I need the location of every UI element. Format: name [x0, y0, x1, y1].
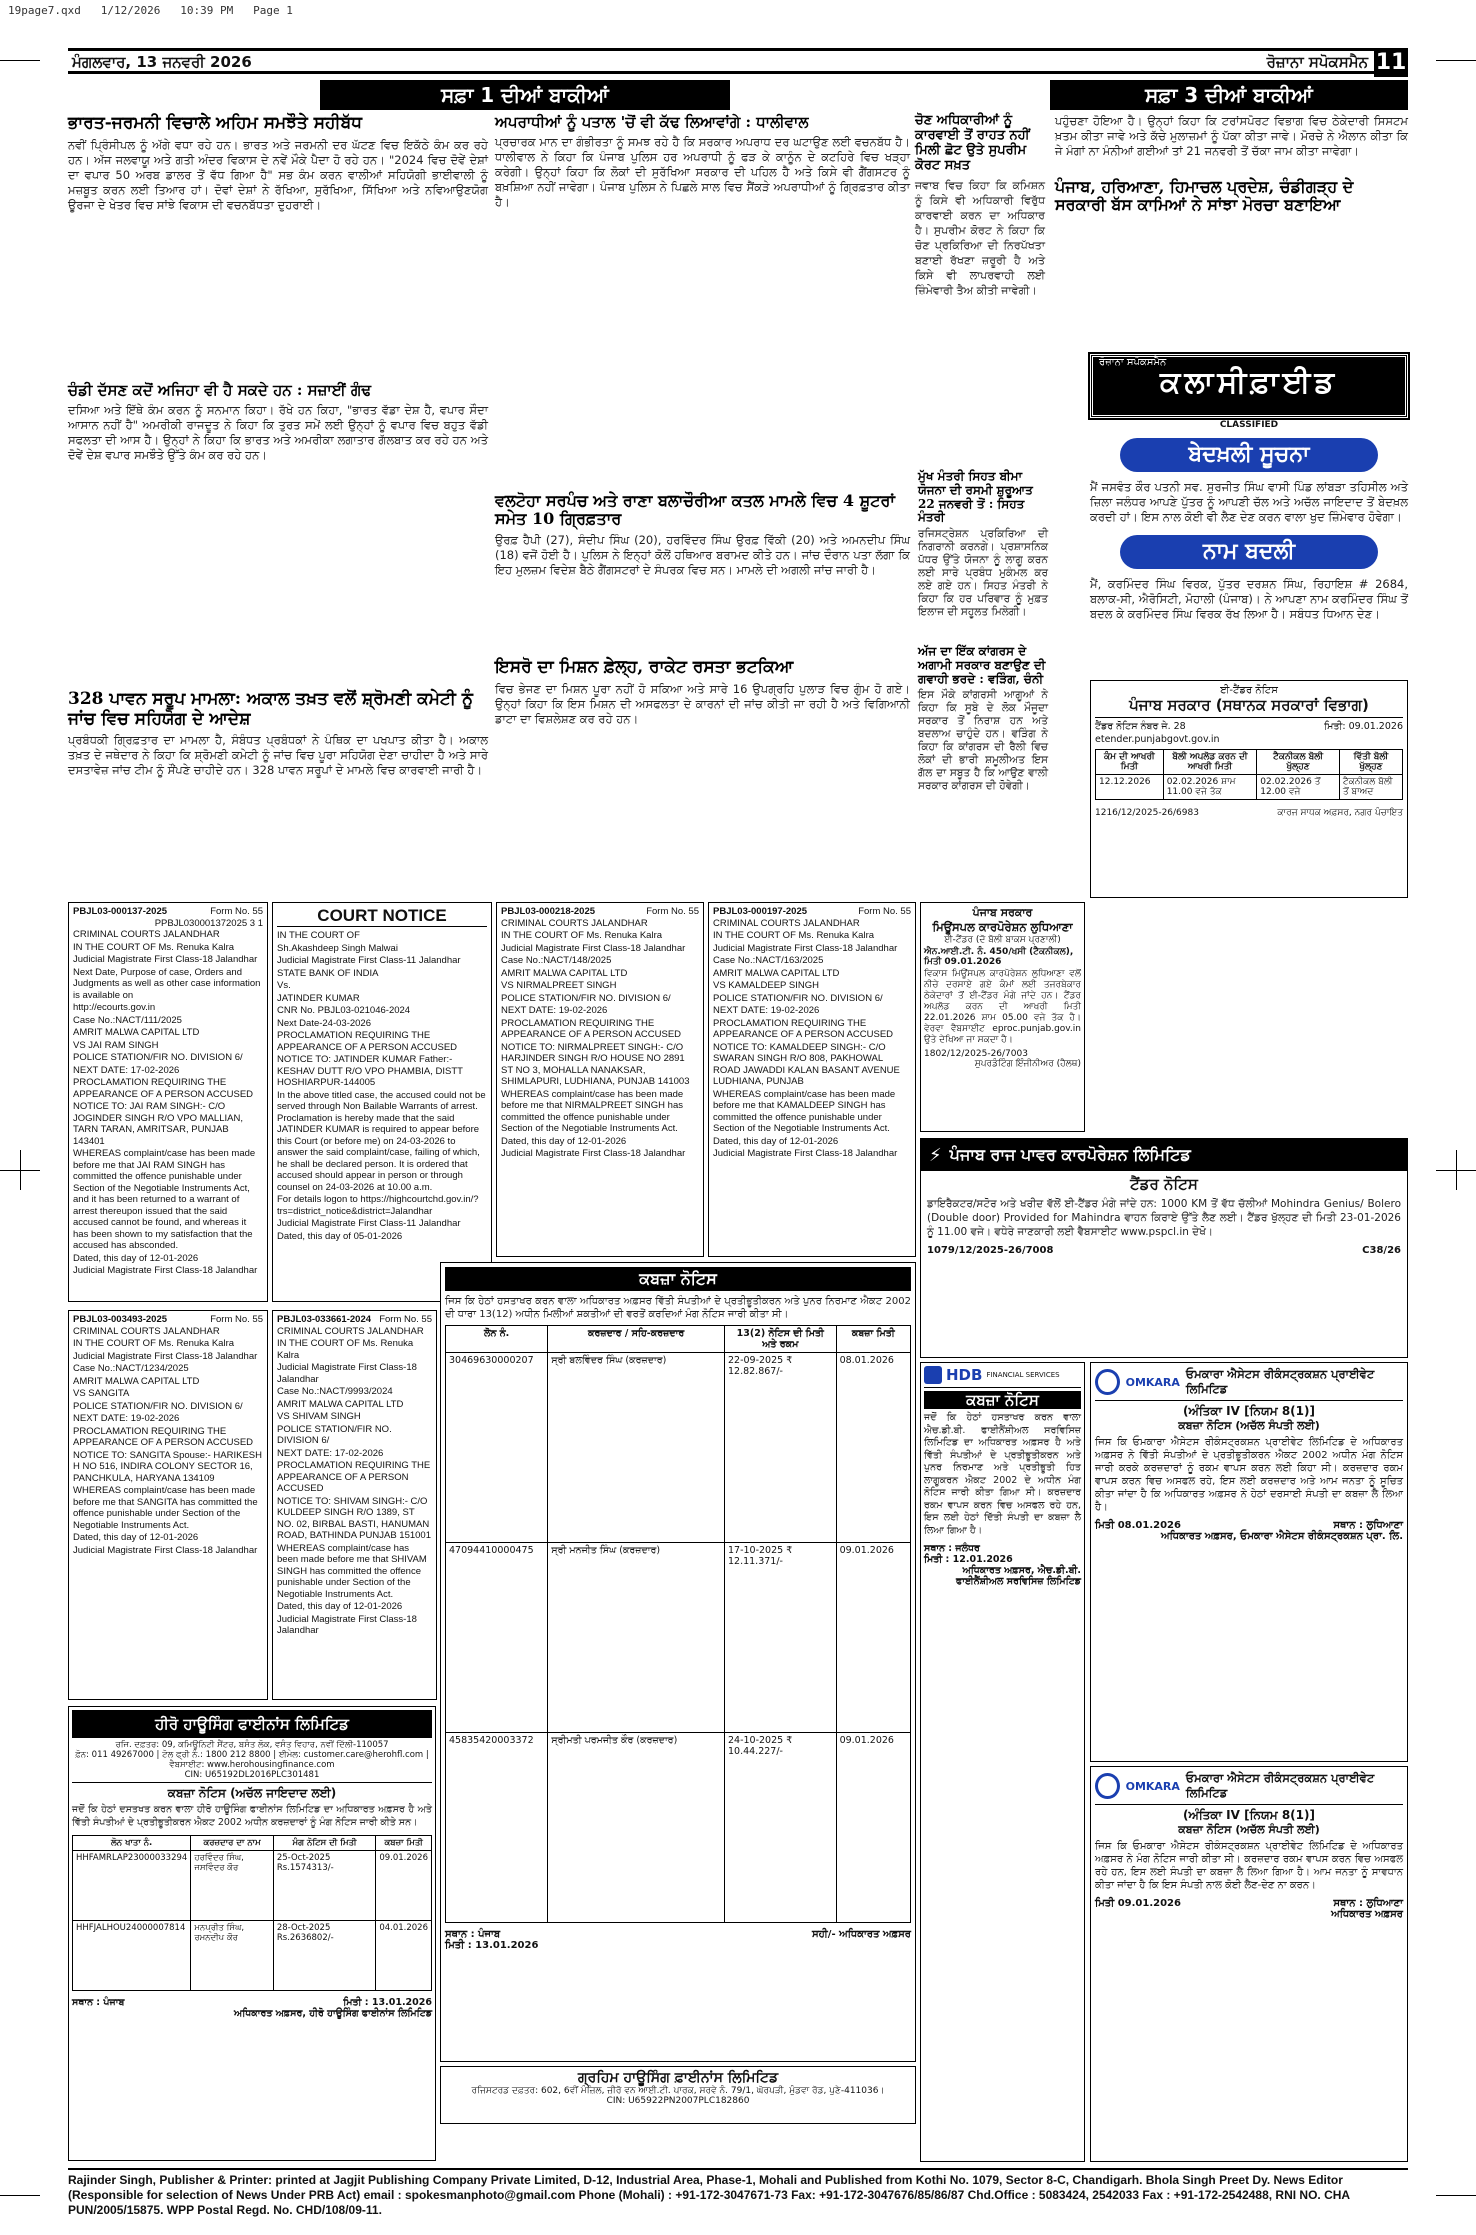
tender-head: ਪੰਜਾਬ ਸਰਕਾਰ: [972, 906, 1033, 919]
article-body: ਪਹੁੰਚਣਾ ਹੋਇਆ ਹੈ। ਉਨ੍ਹਾਂ ਕਿਹਾ ਕਿ ਟਰਾਂਸਪੋਰਟ ਵਿਭਾਗ ਵਿਚ ਠੇਕੇਦਾਰੀ ਸਿਸਟਮ ਖ਼ਤਮ ਕੀਤਾ ਜਾਵੇ ਅਤੇ ਕੱਚੇ ਮੁਲਾਜ਼ਮਾਂ ਨੂੰ ਪੱਕਾ ਕੀਤਾ ਜਾਵੇ। ਮੋਰਚੇ ਨੇ ਐਲਾਨ ਕੀਤਾ ਕਿ ਜੇ ਮੰਗਾਂ ਨਾ ਮੰਨੀਆਂ ਗਈਆਂ ਤਾਂ 21 ਜਨਵਰੀ ਤੋਂ ਚੱਕਾ ਜਾਮ ਕੀਤਾ ਜਾਵੇਗਾ।: [1055, 114, 1408, 158]
court-notice-line: WHEREAS complaint/case has been made before me that KAMALDEEP SINGH has committed the offence punishable under Section of the Negotiable Instruments Act.: [713, 1088, 896, 1134]
court-lines: [713, 918, 911, 1160]
court-notice-line: PROCLAMATION REQUIRING THE APPEARANCE OF A PERSON ACCUSED: [713, 1017, 894, 1040]
hdb-possession-notice: [920, 1362, 1085, 2162]
tender-site: etender.punjabgovt.gov.in: [1095, 734, 1220, 745]
section-head-right: ਸਫ਼ਾ 3 ਦੀਆਂ ਬਾਕੀਆਂ: [1050, 80, 1408, 110]
court-notice-line: Next Date, Purpose of case, Orders and Judgments as well as other case information is available on: [73, 966, 261, 1001]
tender-title: ਪੰਜਾਬ ਸਰਕਾਰ (ਸਥਾਨਕ ਸਰਕਾਰਾਂ ਵਿਭਾਗ): [1095, 696, 1403, 718]
page-number: 11: [1375, 50, 1407, 75]
article-body: ਇਸ ਮੌਕੇ ਕਾਂਗਰਸੀ ਆਗੂਆਂ ਨੇ ਕਿਹਾ ਕਿ ਸੂਬੇ ਦੇ ਲੋਕ ਮੌਜੂਦਾ ਸਰਕਾਰ ਤੋਂ ਨਿਰਾਸ਼ ਹਨ ਅਤੇ ਬਦਲਾਅ ਚਾਹੁੰਦੇ ਹਨ। ਵੜਿੰਗ ਨੇ ਕਿਹਾ ਕਿ ਕਾਂਗਰਸ ਦੀ ਰੈਲੀ ਵਿਚ ਲੋਕਾਂ ਦੀ ਭਾਰੀ ਸ਼ਮੂਲੀਅਤ ਇਸ ਗੱਲ ਦਾ ਸਬੂਤ ਹੈ ਕਿ ਆਉਣ ਵਾਲੀ ਸਰਕਾਰ ਕਾਂਗਰਸ ਦੀ ਹੋਵੇਗੀ।: [918, 689, 1048, 793]
omkara-brand: OMKARA: [1125, 1375, 1180, 1389]
hero-sign: ਅਧਿਕਾਰਤ ਅਫ਼ਸਰ, ਹੀਰੋ ਹਾਊਸਿੰਗ ਫਾਈਨਾਂਸ ਲਿਮਿਟਿਡ: [234, 2008, 432, 2019]
court-notice-line: POLICE STATION/FIR NO. DIVISION 6/: [73, 1052, 243, 1063]
court-form: Form No. 55: [379, 1314, 432, 1325]
court-notice-line: CRIMINAL COURTS JALANDHAR: [73, 1325, 220, 1337]
court-notice-jatinder-kumar: [272, 902, 492, 1302]
omkara-date: ਮਿਤੀ 09.01.2026: [1095, 1898, 1181, 1909]
crop-mark: [20, 1150, 21, 1190]
court-notice-line: NOTICE TO: KAMALDEEP SINGH:- C/O SWARAN SINGH R/O 808, PAKHOWAL ROAD JAWADDI KALAN BASANT AVENUE LUDHIANA, PUNJAB: [713, 1041, 900, 1087]
table-cell: HHFJALHOU24000007814: [73, 1921, 191, 1991]
omkara-sub: ਕਬਜ਼ਾ ਨੋਟਿਸ (ਅਚੱਲ ਸੰਪਤੀ ਲਈ): [1178, 1823, 1320, 1836]
court-notice-line: CRIMINAL COURTS JALANDHAR: [73, 929, 220, 940]
omkara-sign: ਅਧਿਕਾਰਤ ਅਫ਼ਸਰ, ਓਮਕਾਰਾ ਐਸੇਟਸ ਰੀਕੰਸਟ੍ਰਕਸ਼ਨ ਪ੍ਰਾ. ਲਿ.: [1160, 1531, 1403, 1542]
court-notice-shivam-singh: [272, 1310, 437, 1700]
court-notice-line: Dated, this day of 05-01-2026: [277, 1230, 403, 1242]
table-cell: 09.01.2026: [376, 1851, 432, 1921]
possession-sign: ਸਹੀ/- ਅਧਿਕਾਰਤ ਅਫ਼ਸਰ: [812, 1929, 911, 1940]
headline: ਪੰਜਾਬ, ਹਰਿਆਣਾ, ਹਿਮਾਚਲ ਪ੍ਰਦੇਸ਼, ਚੰਡੀਗੜ੍ਹ ਦੇ ਸਰਕਾਰੀ ਬੱਸ ਕਾਮਿਆਂ ਨੇ ਸਾਂਝਾ ਮੋਰਚਾ ਬਣਾਇਆ: [1055, 177, 1354, 215]
omkara-possession-notice-2: [1090, 1766, 1408, 2162]
table-row: [73, 1851, 432, 1921]
court-notice-line: Case No.:NACT/111/2025: [73, 1014, 182, 1026]
omkara-logo-icon: [1095, 1369, 1120, 1395]
court-notice-line: VS SANGITA: [73, 1388, 130, 1399]
slug-file: 19page7.qxd: [8, 4, 81, 17]
court-notice-line: Judicial Magistrate First Class-18 Jalandhar: [73, 954, 258, 965]
court-lines: [501, 918, 699, 1160]
court-notice-line: POLICE STATION/FIR NO. DIVISION 6/: [501, 992, 671, 1004]
court-notice-line: JATINDER KUMAR: [277, 992, 360, 1004]
court-notice-line: Judicial Magistrate First Class-11 Jalandhar: [277, 955, 461, 966]
hdb-place: ਸਥਾਨ : ਜਲੰਧਰ: [924, 1543, 980, 1554]
court-notice-line: CRIMINAL COURTS JALANDHAR: [713, 917, 860, 929]
tender-notice: ਐਨ.ਆਈ.ਟੀ. ਨੰ. 450/ਖਸੀ (ਟੈਕਨੀਕਲ), ਮਿਤੀ 09.01.2026: [924, 947, 1074, 967]
omkara-sub: ਕਬਜ਼ਾ ਨੋਟਿਸ (ਅਚੱਲ ਸੰਪਤੀ ਲਈ): [1178, 1419, 1320, 1432]
court-notice-line: PROCLAMATION REQUIRING THE APPEARANCE OF A PERSON ACCUSED: [277, 1460, 431, 1494]
court-notice-line: Judicial Magistrate First Class-18 Jalandhar: [713, 942, 898, 954]
issue-date: ਮੰਗਲਵਾਰ, 13 ਜਨਵਰੀ 2026: [72, 53, 252, 71]
court-notice-sangita: [68, 1310, 268, 1700]
table-cell: 28-Oct-2025 Rs.2636802/-: [273, 1921, 375, 1991]
table-cell: ਹਰਵਿੰਦਰ ਸਿੰਘ, ਜਸਵਿੰਦਰ ਕੌਰ: [191, 1851, 274, 1921]
hero-notice: ਕਬਜ਼ਾ ਨੋਟਿਸ (ਅਚੱਲ ਜਾਇਦਾਦ ਲਈ): [167, 1786, 337, 1800]
omkara-footer: [1095, 1520, 1403, 1531]
court-notice-line: NOTICE TO: SHIVAM SINGH:- C/O KULDEEP SINGH R/O 1389, ST NO. 02, BIRBAL BASTI, HANUMAN ROAD, BATHINDA PUNJAB 151001: [277, 1495, 431, 1541]
court-notice-line: NEXT DATE: 19-02-2026: [501, 1005, 608, 1016]
hero-cin: CIN: U65192DL2016PLC301481: [72, 1770, 432, 1783]
crop-mark: [0, 2195, 40, 2196]
omkara-header: [1095, 1771, 1403, 1805]
court-code-row: [73, 1314, 263, 1326]
tender-number: ਟੈਂਡਰ ਨੋਟਿਸ ਨੰਬਰ ਜੇ. 28: [1095, 721, 1186, 732]
table-cell: 08.01.2026: [836, 1353, 910, 1543]
court-notice-line: In the above titled case, the accused could not be served through Non Bailable Warrants of arrest. Proclamation is hereby made that the said JATINDER KUMAR is required to appear before this Court (or before me) on 24-03-2026 to answer the said complaint/case, failing of which, he shall be declared person. It is ordered that accused should appear in person or through counsel on 24-03-2026 at 10.00 a.m.: [277, 1089, 486, 1193]
omkara-place: ਸਥਾਨ : ਲੁਧਿਆਣਾ: [1333, 1898, 1403, 1909]
table-header-row: [73, 1836, 432, 1851]
table-cell: 22-09-2025 ₹ 12.82.867/-: [724, 1353, 836, 1543]
classified-title: ਕਲਾਸੀਫ਼ਾਈਡ: [1160, 365, 1338, 400]
table-cell: 02.02.2026 ਤੋਂ 12.00 ਵਜੇ: [1257, 775, 1340, 800]
table-header: ਕੰਮ ਦੀ ਆਖਰੀ ਮਿਤੀ: [1096, 750, 1164, 775]
court-notice-line: Dated, this day of 12-01-2026: [73, 1252, 199, 1264]
headline: ਭਾਰਤ-ਜਰਮਨੀ ਵਿਚਾਲੇ ਅਹਿਮ ਸਮਝੌਤੇ ਸਹੀਬੱਧ: [68, 113, 362, 133]
classified-box: [1090, 354, 1408, 674]
court-code: PBJL03-003493-2025: [73, 1314, 168, 1325]
court-code-row: [277, 1314, 432, 1326]
court-notice-line: WHEREAS complaint/case has been made before me that SHIVAM SINGH has committed the offence punishable under Section of the Negotiable Instruments Act.: [277, 1542, 427, 1600]
hdb-date: ਮਿਤੀ : 12.01.2026: [924, 1554, 1013, 1565]
pspcl-sub: ਟੈਂਡਰ ਨੋਟਿਸ: [1130, 1175, 1198, 1193]
omkara-body: ਜਿਸ ਕਿ ਓਮਕਾਰਾ ਐਸੇਟਸ ਰੀਕੰਸਟ੍ਰਕਸ਼ਨ ਪ੍ਰਾਈਵੇਟ ਲਿਮਿਟਿਡ ਦੇ ਅਧਿਕਾਰਤ ਅਫ਼ਸਰ ਨੇ ਮੰਗ ਨੋਟਿਸ ਜਾਰੀ ਕੀਤਾ ਸੀ। ਕਰਜ਼ਦਾਰ ਰਕਮ ਵਾਪਸ ਕਰਨ ਵਿਚ ਅਸਫਲ ਰਹੇ ਹਨ, ਇਸ ਲਈ ਸੰਪਤੀ ਦਾ ਕਬਜ਼ਾ ਲੈ ਲਿਆ ਗਿਆ ਹੈ। ਆਮ ਜਨਤਾ ਨੂੰ ਸਾਵਧਾਨ ਕੀਤਾ ਜਾਂਦਾ ਹੈ ਕਿ ਇਸ ਸੰਪਤੀ ਨਾਲ ਕੋਈ ਲੈਣ-ਦੇਣ ਨਾ ਕਰਨ।: [1095, 1841, 1403, 1891]
article-body: ਰਜਿਸਟ੍ਰੇਸ਼ਨ ਪ੍ਰਕਿਰਿਆ ਦੀ ਨਿਗਰਾਨੀ ਕਰਨਗੇ। ਪ੍ਰਸ਼ਾਸਨਿਕ ਪੱਧਰ ਉੱਤੇ ਯੋਜਨਾ ਨੂੰ ਲਾਗੂ ਕਰਨ ਲਈ ਸਾਰੇ ਪ੍ਰਬੰਧ ਮੁਕੰਮਲ ਕਰ ਲਏ ਗਏ ਹਨ। ਸਿਹਤ ਮੰਤਰੀ ਨੇ ਕਿਹਾ ਕਿ ਹਰ ਪਰਿਵਾਰ ਨੂੰ ਮੁਫ਼ਤ ਇਲਾਜ ਦੀ ਸਹੂਲਤ ਮਿਲੇਗੀ।: [918, 528, 1048, 619]
court-notice-line: VS NIRMALPREET SINGH: [501, 980, 617, 991]
headline: ਅੱਜ ਦਾ ਇੱਕ ਕਾਂਗਰਸ ਦੇ ਅਗਾਮੀ ਸਰਕਾਰ ਬਣਾਉਣ ਦੀ ਗਵਾਹੀ ਭਰਦੇ : ਵੜਿੰਗ, ਚੰਨੀ: [918, 644, 1046, 686]
table-header: 13(2) ਨੋਟਿਸ ਦੀ ਮਿਤੀ ਅਤੇ ਰਕਮ: [724, 1326, 836, 1353]
court-notice-line: POLICE STATION/FIR NO. DIVISION 6/: [277, 1423, 392, 1446]
possession-footer: [445, 1929, 911, 1940]
hdb-sign: ਅਧਿਕਾਰਤ ਅਫ਼ਸਰ, ਐਚ.ਡੀ.ਬੀ. ਫਾਈਨੈਂਸ਼ੀਅਲ ਸਰਵਿਸਿਜ਼ ਲਿਮਿਟਿਡ: [956, 1565, 1081, 1587]
court-notice-line: http://ecourts.gov.in: [73, 1002, 156, 1013]
court-notice-line: PROCLAMATION REQUIRING THE APPEARANCE OF A PERSON ACCUSED: [73, 1077, 254, 1100]
article-body: ਨਵੀਂ ਪ੍ਰਿੰਸੀਪਲ ਨੂੰ ਅੱਗੇ ਵਧਾ ਰਹੇ ਹਨ। ਭਾਰਤ ਅਤੇ ਜਰਮਨੀ ਦਰ ਘੱਟਣ ਵਿਚ ਇਕੱਠੇ ਕੰਮ ਕਰ ਰਹੇ ਹਨ। ਅੱਜ ਜਲਵਾਯੂ ਅਤੇ ਗਤੀ ਅੰਦਰ ਵਿਕਾਸ ਦੇ ਨਵੇਂ ਮੌਕੇ ਪੈਦਾ ਹੋ ਰਹੇ ਹਨ। "2024 ਵਿਚ ਦੋਵੇਂ ਦੇਸ਼ਾਂ ਦਾ ਵਪਾਰ 50 ਅਰਬ ਡਾਲਰ ਤੋਂ ਵੱਧ ਗਿਆ ਹੈ" ਸਭ ਕੰਮ ਕਰਨ ਵਾਲੀਆਂ ਸਹਿਯੋਗੀ ਭਾਈਵਾਲੀ ਨੂੰ ਮਜ਼ਬੂਤ ਕਰਨ ਲਈ ਤਿਆਰ ਹਾਂ। ਦੋਵਾਂ ਦੇਸ਼ਾਂ ਨੇ ਰੱਖਿਆ, ਸੁਰੱਖਿਆ, ਸਿੱਖਿਆ ਅਤੇ ਨਵਿਆਉਣਯੋਗ ਊਰਜਾ ਦੇ ਖੇਤਰ ਵਿਚ ਸਾਂਝੇ ਵਿਕਾਸ ਦੀ ਵਚਨਬੱਧਤਾ ਦੁਹਰਾਈ।: [68, 137, 488, 212]
possession-table: [445, 1325, 911, 1923]
hdb-title: ਕਬਜ਼ਾ ਨੋਟਿਸ: [924, 1391, 1081, 1409]
court-notice-line: WHEREAS complaint/case has been made before me that JAI RAM SINGH has committed the offence punishable under Section of the Negotiable Instruments Act, and it has been returned to a warrant of arrest thereupon issued that the said accused cannot be found, and whereas it has been shown to my satisfaction that the accused has absconded.: [73, 1148, 256, 1251]
court-notice-line: NOTICE TO: JATINDER KUMAR Father:- KESHAV DUTT R/O VPO PHAMBIA, DISTT HOSHIARPUR-144005: [277, 1054, 463, 1088]
table-cell: HHFAMRLAP23000033294: [73, 1851, 191, 1921]
court-notice-line: Dated, this day of 12-01-2026: [73, 1532, 199, 1543]
hdb-sub: FINANCIAL SERVICES: [986, 1371, 1060, 1379]
slug-time: 10:39 PM: [180, 4, 234, 17]
table-cell: 09.01.2026: [836, 1543, 910, 1733]
court-form: Form No. 55: [210, 1314, 263, 1325]
table-cell: ਟੈਕਨੀਕਲ ਬੋਲੀ ਤੋਂ ਬਾਅਦ: [1339, 775, 1402, 800]
grihum-body: ਰਜਿਸਟਰਡ ਦਫ਼ਤਰ: 602, 6ਵੀਂ ਮੰਜ਼ਿਲ, ਜ਼ੀਰੋ ਵਨ ਆਈ.ਟੀ. ਪਾਰਕ, ਸਰਵੇ ਨੰ. 79/1, ਘੋਰਪੜੀ, ਮੁੰਡਵਾ ਰੋਡ, ਪੁਣੇ-411036।: [471, 2086, 885, 2096]
classified-paper: ਰੋਜ਼ਾਨਾ ਸਪੋਕਸਮੈਨ: [1099, 357, 1167, 368]
court-code-row: [501, 906, 699, 918]
tender-signoff: ਸੁਪਰਡੰਟਿੰਗ ਇੰਜੀਨੀਅਰ (ਹੈਲਥ): [974, 1059, 1081, 1069]
court-notice-kamaldeep-singh: [708, 902, 916, 1257]
court-notice-line: Judicial Magistrate First Class-18 Jalandhar: [713, 1148, 898, 1159]
court-notice-line: PROCLAMATION REQUIRING THE APPEARANCE OF A PERSON ACCUSED: [501, 1017, 682, 1040]
court-notice-line: Judicial Magistrate First Class-18 Jalandhar: [73, 1265, 258, 1276]
table-cell: 25-Oct-2025 Rs.1574313/-: [273, 1851, 375, 1921]
possession-notice-center: [440, 1262, 916, 2062]
court-notice-line: VS JAI RAM SINGH: [73, 1039, 159, 1051]
court-notice-line: NEXT DATE: 17-02-2026: [73, 1064, 180, 1076]
pspcl-banner: [921, 1139, 1407, 1171]
article-body: ਦਸਿਆ ਅਤੇ ਇੱਥੇ ਕੰਮ ਕਰਨ ਨੂੰ ਸਨਮਾਨ ਕਿਹਾ। ਰੱਖੇ ਹਨ ਕਿਹਾ, "ਭਾਰਤ ਵੱਡਾ ਦੇਸ਼ ਹੈ, ਵਪਾਰ ਸੌਦਾ ਆਸਾਨ ਨਹੀਂ ਹੈ" ਅਮਰੀਕੀ ਰਾਜਦੂਤ ਨੇ ਕਿਹਾ ਕਿ ਤੁਰਤ ਸਮੇਂ ਲਈ ਉਨ੍ਹਾਂ ਨੂੰ ਵਪਾਰ ਵਿਚ ਬਹੁਤ ਵੱਡੀ ਸਫਲਤਾ ਦੀ ਆਸ ਹੈ। ਉਨ੍ਹਾਂ ਨੇ ਕਿਹਾ ਕਿ ਭਾਰਤ ਅਤੇ ਅਮਰੀਕਾ ਲਗਾਤਾਰ ਗੱਲਬਾਤ ਕਰ ਰਹੇ ਹਨ ਅਤੇ ਦੋਵੇਂ ਦੇਸ਼ ਵਪਾਰ ਸਮਝੌਤੇ ਉੱਤੇ ਕੰਮ ਕਰ ਰਹੇ ਹਨ।: [68, 403, 488, 463]
article-body: ਪ੍ਰਬੰਧਕੀ ਗ੍ਰਿਫ਼ਤਾਰ ਦਾ ਮਾਮਲਾ ਹੈ, ਸੰਬੰਧਤ ਪ੍ਰਬੰਧਕਾਂ ਨੇ ਪੰਥਿਕ ਦਾ ਪਖਪਾਤ ਕੀਤਾ ਹੈ। ਅਕਾਲ ਤਖ਼ਤ ਦੇ ਜਥੇਦਾਰ ਨੇ ਕਿਹਾ ਕਿ ਸ਼੍ਰੋਮਣੀ ਕਮੇਟੀ ਨੂੰ ਜਾਂਚ ਵਿਚ ਪੂਰਾ ਸਹਿਯੋਗ ਦੇਣਾ ਚਾਹੀਦਾ ਹੈ ਅਤੇ ਸਾਰੇ ਦਸਤਾਵੇਜ਼ ਜਾਂਚ ਟੀਮ ਨੂੰ ਸੌਂਪਣੇ ਚਾਹੀਦੇ ਹਨ। 328 ਪਾਵਨ ਸਰੂਪਾਂ ਦੇ ਮਾਮਲੇ ਵਿਚ ਕਾਰਵਾਈ ਜਾਰੀ ਹੈ।: [68, 733, 488, 778]
crop-mark: [1436, 60, 1476, 61]
court-notice-line: Next Date-24-03-2026: [277, 1017, 371, 1029]
court-lines: [277, 930, 487, 1242]
court-notice-line: POLICE STATION/FIR NO. DIVISION 6/: [713, 992, 883, 1004]
tender-local-govt: [1090, 680, 1408, 898]
tender-title: ਮਿਊਂਸਪਲ ਕਾਰਪੋਰੇਸ਼ਨ ਲੁਧਿਆਣਾ: [932, 920, 1073, 934]
possession-place: ਸਥਾਨ : ਪੰਜਾਬ: [445, 1929, 501, 1940]
court-notice-line: NOTICE TO: JAI RAM SINGH:- C/O JOGINDER SINGH R/O VPO MALLIAN, TARN TARAN, AMRITSAR, PUNJAB 143401: [73, 1101, 243, 1147]
omkara-appendix: (ਅੰਤਿਕਾ IV [ਨਿਯਮ 8(1)]: [1183, 1404, 1315, 1418]
tender-body: ਵਿਕਾਸ ਮਿਊਂਸਪਲ ਕਾਰਪੋਰੇਸ਼ਨ ਲੁਧਿਆਣਾ ਵਲੋਂ ਨੀਚੇ ਦਰਸਾਏ ਗਏ ਕੰਮਾਂ ਲਈ ਤਜਰਬੇਕਾਰ ਠੇਕੇਦਾਰਾਂ ਤੋਂ ਈ-ਟੈਂਡਰ ਮੰਗੇ ਜਾਂਦੇ ਹਨ। ਟੈਂਡਰ ਅਪਲੋਡ ਕਰਨ ਦੀ ਆਖਰੀ ਮਿਤੀ 22.01.2026 ਸ਼ਾਮ 05.00 ਵਜੇ ਤੱਕ ਹੈ। ਵੇਰਵਾ ਵੈਬਸਾਈਟ eproc.punjab.gov.in ਉਤੇ ਦੇਖਿਆ ਜਾ ਸਕਦਾ ਹੈ।: [924, 969, 1081, 1045]
hero-title: ਹੀਰੋ ਹਾਊਸਿੰਗ ਫਾਈਨਾਂਸ ਲਿਮਿਟਿਡ: [155, 1715, 349, 1733]
tender-ref-no: 1802/12/2025-26/7003: [924, 1049, 1028, 1059]
crop-mark: [0, 60, 40, 61]
court-notice-line: VS SHIVAM SINGH: [277, 1411, 361, 1422]
court-notice-line: Judicial Magistrate First Class-18 Jalandhar: [277, 1362, 417, 1385]
hero-footer: [72, 1997, 432, 2008]
headline: ਵਲਟੋਹਾ ਸਰਪੰਚ ਅਤੇ ਰਾਣਾ ਬਲਾਚੌਰੀਆ ਕਤਲ ਮਾਮਲੇ ਵਿਚ 4 ਸ਼ੂਟਰਾਂ ਸਮੇਤ 10 ਗ੍ਰਿਫ਼ਤਾਰ: [495, 491, 895, 529]
court-notice-line: Judicial Magistrate First Class-11 Jalandhar: [277, 1218, 461, 1229]
court-notice-line: Case No.:NACT/1234/2025: [73, 1363, 189, 1374]
name-change-body: ਮੈਂ, ਕਰਮਿੰਦਰ ਸਿੰਘ ਵਿਰਕ, ਪੁੱਤਰ ਦਰਸ਼ਨ ਸਿੰਘ, ਰਿਹਾਇਸ਼ # 2684, ਬਲਾਕ-ਸੀ, ਐਰੋਸਿਟੀ, ਮੋਹਾਲੀ (ਪੰਜਾਬ)। ਨੇ ਆਪਣਾ ਨਾਮ ਕਰਮਿੰਦਰ ਸਿੰਘ ਤੋਂ ਬਦਲ ਕੇ ਕਰਮਿੰਦਰ ਸਿੰਘ ਵਿਰਕ ਰੱਖ ਲਿਆ ਹੈ। ਸਬੰਧਤ ਧਿਆਨ ਦੇਣ।: [1090, 577, 1408, 621]
court-notice-line: IN THE COURT OF Ms. Renuka Kalra: [713, 930, 875, 941]
article-body: ਜਵਾਬ ਵਿਚ ਕਿਹਾ ਕਿ ਕਮਿਸ਼ਨ ਨੂੰ ਕਿਸੇ ਵੀ ਅਧਿਕਾਰੀ ਵਿਰੁੱਧ ਕਾਰਵਾਈ ਕਰਨ ਦਾ ਅਧਿਕਾਰ ਹੈ। ਸੁਪਰੀਮ ਕੋਰਟ ਨੇ ਕਿਹਾ ਕਿ ਚੋਣ ਪ੍ਰਕਿਰਿਆ ਦੀ ਨਿਰਪੱਖਤਾ ਬਣਾਈ ਰੱਖਣਾ ਜ਼ਰੂਰੀ ਹੈ ਅਤੇ ਕਿਸੇ ਵੀ ਲਾਪਰਵਾਹੀ ਲਈ ਜ਼ਿੰਮੇਵਾਰੀ ਤੈਅ ਕੀਤੀ ਜਾਵੇਗੀ।: [915, 178, 1045, 297]
pspcl-footer: [921, 1239, 1407, 1262]
court-code: PBJL03-000218-2025: [501, 906, 596, 917]
hero-table: [72, 1835, 432, 1991]
table-cell: 09.01.2026: [836, 1733, 910, 1923]
table-header-row: [446, 1326, 911, 1353]
court-notice-line: Dated, this day of 12-01-2026: [501, 1135, 627, 1147]
article-cm-health: [918, 400, 1048, 401]
court-code: PBJL03-033661-2024: [277, 1314, 372, 1325]
table-cell: 30469630000207: [446, 1353, 548, 1543]
court-notice-line: AMRIT MALWA CAPITAL LTD: [73, 1375, 200, 1387]
classified-sub: CLASSIFIED: [1219, 420, 1279, 430]
table-cell: ਮਨਪ੍ਰੀਤ ਸਿੰਘ, ਰਮਨਦੀਪ ਕੌਰ: [191, 1921, 274, 1991]
court-notice-line: NEXT DATE: 19-02-2026: [73, 1413, 180, 1424]
court-notice-line: IN THE COURT OF Ms. Renuka Kalra: [73, 1338, 235, 1349]
table-cell: ਸ੍ਰੀ ਬਲਵਿੰਦਰ ਸਿੰਘ (ਕਰਜ਼ਦਾਰ): [548, 1353, 725, 1543]
headline: ਚੋਣ ਅਧਿਕਾਰੀਆਂ ਨੂੰ ਕਾਰਵਾਈ ਤੋਂ ਰਾਹਤ ਨਹੀਂ ਮਿਲੀ ਛੋਟ ਉਤੇ ਸੁਪਰੀਮ ਕੋਰਟ ਸਖ਼ਤ: [915, 113, 1030, 173]
tender-sub: ਈ-ਟੈਂਡਰ (ਦੋ ਬੋਲੀ ਬਾਕਸ ਪ੍ਰਣਾਲੀ): [944, 935, 1061, 945]
table-header: ਕਰਜ਼ਦਾਰ / ਸਹਿ-ਕਰਜ਼ਦਾਰ: [548, 1326, 725, 1353]
court-lines: [277, 1326, 432, 1637]
paper-name: ਰੋਜ਼ਾਨਾ ਸਪੋਕਸਮੈਨ: [1266, 53, 1368, 71]
court-form: Form No. 55: [210, 906, 263, 917]
court-notice-line: Judicial Magistrate First Class-18 Jalandhar: [277, 1613, 417, 1636]
headline: ਇਸਰੋ ਦਾ ਮਿਸ਼ਨ ਫ਼ੇਲ੍ਹ, ਰਾਕੇਟ ਰਸਤਾ ਭਟਕਿਆ: [495, 657, 794, 677]
table-header-row: [1096, 750, 1403, 775]
tender-table: [1095, 749, 1403, 800]
court-notice-line: POLICE STATION/FIR NO. DIVISION 6/: [73, 1400, 243, 1412]
possession-intro: ਜਿਸ ਕਿ ਹੇਠਾਂ ਹਸਤਾਖਰ ਕਰਨ ਵਾਲਾ ਅਧਿਕਾਰਤ ਅਫ਼ਸਰ ਵਿੱਤੀ ਸੰਪਤੀਆਂ ਦੇ ਪ੍ਰਤੀਭੂਤੀਕਰਨ ਅਤੇ ਪੁਨਰ ਨਿਰਮਾਣ ਐਕਟ 2002 ਦੀ ਧਾਰਾ 13(12) ਅਧੀਨ ਮਿਲੀਆਂ ਸ਼ਕਤੀਆਂ ਦੀ ਵਰਤੋਂ ਕਰਦਿਆਂ ਮੰਗ ਨੋਟਿਸ ਜਾਰੀ ਕੀਤਾ ਸੀ।: [445, 1296, 911, 1320]
possession-banner: ਕਬਜ਼ਾ ਨੋਟਿਸ: [445, 1267, 911, 1291]
court-notice-line: NOTICE TO: SANGITA Spouse:- HARIKESH H NO 516, INDIRA COLONY SECTOR 16, PANCHKULA, HARYANA 134109: [73, 1449, 262, 1484]
court-notice-line: IN THE COURT OF Ms. Renuka Kalra: [501, 930, 663, 941]
hero-line2: ਫ਼ੋਨ: 011 49267000 | ਟੋਲ ਫ੍ਰੀ ਨੰ.: 1800 212 8800 | ਈਮੇਲ: customer.care@herohfl.com | ਵੈਬਸਾਈਟ: www.herohousingfinance.com: [75, 1750, 429, 1770]
court-notice-title: COURT NOTICE: [277, 906, 487, 927]
omkara-title: ਓਮਕਾਰਾ ਐਸੇਟਸ ਰੀਕੰਸਟ੍ਰਕਸ਼ਨ ਪ੍ਰਾਈਵੇਟ ਲਿਮਿਟਿਡ: [1185, 1367, 1375, 1396]
table-cell: ਸ੍ਰੀਮਤੀ ਪਰਮਜੀਤ ਕੌਰ (ਕਰਜ਼ਦਾਰ): [548, 1733, 725, 1923]
court-code: PBJL03-000137-2025: [73, 906, 168, 917]
article-body: ਉਰਫ਼ ਹੈਪੀ (27), ਸੰਦੀਪ ਸਿੰਘ (20), ਹਰਵਿੰਦਰ ਸਿੰਘ ਉਰਫ਼ ਵਿੱਕੀ (20) ਅਤੇ ਅਮਨਦੀਪ ਸਿੰਘ (18) ਵਜੋਂ ਹੋਈ ਹੈ। ਪੁਲਿਸ ਨੇ ਇਨ੍ਹਾਂ ਕੋਲੋਂ ਹਥਿਆਰ ਬਰਾਮਦ ਕੀਤੇ ਹਨ। ਜਾਂਚ ਦੌਰਾਨ ਪਤਾ ਲੱਗਾ ਕਿ ਇਹ ਮੁਲਜ਼ਮ ਵਿਦੇਸ਼ ਬੈਠੇ ਗੈਂਗਸਟਰਾਂ ਦੇ ਸੰਪਰਕ ਵਿਚ ਸਨ। ਮਾਮਲੇ ਦੀ ਅਗਲੀ ਜਾਂਚ ਜਾਰੀ ਹੈ।: [495, 532, 910, 577]
tender-ref-no: 1216/12/2025-26/6983: [1095, 808, 1199, 818]
court-notice-line: Judicial Magistrate First Class-18 Jalandhar: [501, 942, 686, 954]
crop-mark: [1456, 1150, 1457, 1190]
imprint-footer: Rajinder Singh, Publisher & Printer: printed at Jagjit Publishing Company Private Limited, D-12, Industrial Area, Phase-1, Mohali and Published from Kothi No. 1079, Sector 8-C, Chandigarh. Bhola Singh Preet Dy. News Editor (Responsible for selection of News Under PRB Act) email : spokesmanphoto@gmail.com Phone (Mohali) : +91-172-3047671-73 Fax: +91-172-3047676/85/86/87 Chd.Office : 5083424, 2542033 Fax : +91-172-2542488, RNI NO. CHA PUN/2005/15875. WPP Postal Regd. No. CHD/108/09-11.: [68, 2168, 1408, 2208]
court-notice-line: Judicial Magistrate First Class-18 Jalandhar: [73, 1544, 258, 1556]
hdb-logo: [924, 1366, 1081, 1388]
omkara-place: ਸਥਾਨ : ਲੁਧਿਆਣਾ: [1333, 1520, 1403, 1531]
article-bus-workers: [1055, 114, 1408, 344]
article-valtoha: [495, 492, 910, 652]
court-notice-line: AMRIT MALWA CAPITAL LTD: [73, 1027, 200, 1038]
omkara-header: [1095, 1367, 1403, 1401]
article-us-envoy: [68, 382, 488, 682]
omkara-brand: OMKARA: [1125, 1779, 1180, 1793]
table-header: ਮੰਗ ਨੋਟਿਸ ਦੀ ਮਿਤੀ: [273, 1836, 375, 1851]
article-india-germany: [68, 114, 488, 379]
court-code-row: [713, 906, 911, 918]
table-cell: 17-10-2025 ₹ 12.11.371/-: [724, 1543, 836, 1733]
court-notice-nirmalpreet-singh: [496, 902, 704, 1257]
hdb-brand: HDB: [946, 1366, 983, 1384]
court-notice-line: CNR No. PBJL03-021046-2024: [277, 1005, 411, 1016]
possession-date: ਮਿਤੀ : 13.01.2026: [445, 1940, 539, 1951]
section-head-left: ਸਫ਼ਾ 1 ਦੀਆਂ ਬਾਕੀਆਂ: [320, 80, 730, 110]
crop-mark: [1436, 2195, 1476, 2196]
table-header: ਵਿੱਤੀ ਬੋਲੀ ਖੁੱਲ੍ਹਣ: [1339, 750, 1402, 775]
court-form: Form No. 55: [858, 906, 911, 917]
court-notice-line: Dated, this day of 12-01-2026: [277, 1601, 403, 1612]
table-header: ਲੋਨ ਖਾਤਾ ਨੰ.: [73, 1836, 191, 1851]
masthead: [68, 48, 1408, 74]
table-cell: 04.01.2026: [376, 1921, 432, 1991]
court-notice-line: Case No.:NACT/163/2025: [713, 955, 824, 966]
table-cell: 02.02.2026 ਸ਼ਾਮ 11.00 ਵਜੇ ਤੱਕ: [1163, 775, 1257, 800]
table-row: [1096, 775, 1403, 800]
slug-line: [8, 4, 428, 20]
court-notice-line: PROCLAMATION REQUIRING THE APPEARANCE OF A PERSON ACCUSED: [73, 1425, 254, 1448]
grihum-cin: CIN: U65922PN2007PLC182860: [606, 2096, 750, 2106]
court-notice-line: Case No.:NACT/9993/2024: [277, 1386, 393, 1397]
tender-meta: [1095, 721, 1403, 732]
tender-ref: ਈ-ਟੈਂਡਰ ਨੋਟਿਸ: [1220, 685, 1278, 696]
omkara-possession-notice-1: [1090, 1362, 1408, 1762]
court-notice-line: NEXT DATE: 17-02-2026: [277, 1447, 384, 1459]
table-cell: ਸ੍ਰੀ ਮਨਜੀਤ ਸਿੰਘ (ਕਰਜ਼ਦਾਰ): [548, 1543, 725, 1733]
tender-footer: [1095, 808, 1403, 818]
article-health: [918, 470, 1048, 640]
article-dhaliwal: [495, 114, 910, 489]
court-notice-line: Vs.: [277, 980, 291, 991]
table-row: [446, 1543, 911, 1733]
hero-housing-notice: [68, 1706, 436, 2161]
table-cell: 24-10-2025 ₹ 10.44.227/-: [724, 1733, 836, 1923]
article-congress: [918, 645, 1048, 815]
table-header: ਕਰਜ਼ਦਾਰ ਦਾ ਨਾਮ: [191, 1836, 274, 1851]
omkara-date: ਮਿਤੀ 08.01.2026: [1095, 1520, 1181, 1531]
court-notice-line: CRIMINAL COURTS JALANDHAR: [277, 1325, 424, 1337]
court-notice-jai-ram-singh: [68, 902, 268, 1302]
hero-line1: ਰਜਿ. ਦਫ਼ਤਰ: 09, ਕਮਿਊਨਿਟੀ ਸੈਂਟਰ, ਬਸੰਤ ਲੋਕ, ਵਸੰਤ ਵਿਹਾਰ, ਨਵੀਂ ਦਿੱਲੀ-110057: [115, 1740, 389, 1750]
hdb-body: ਜਦੋਂ ਕਿ ਹੇਠਾਂ ਹਸਤਾਖਰ ਕਰਨ ਵਾਲਾ ਐਚ.ਡੀ.ਬੀ. ਫਾਈਨੈਂਸ਼ੀਅਲ ਸਰਵਿਸਿਜ਼ ਲਿਮਿਟਿਡ ਦਾ ਅਧਿਕਾਰਤ ਅਫ਼ਸਰ ਹੈ ਅਤੇ ਵਿੱਤੀ ਸੰਪਤੀਆਂ ਦੇ ਪ੍ਰਤੀਭੂਤੀਕਰਨ ਅਤੇ ਪੁਨਰ ਨਿਰਮਾਣ ਅਤੇ ਪ੍ਰਤੀਭੂਤੀ ਹਿਤ ਲਾਗੂਕਰਨ ਐਕਟ 2002 ਦੇ ਅਧੀਨ ਮੰਗ ਨੋਟਿਸ ਜਾਰੀ ਕੀਤਾ ਗਿਆ ਸੀ। ਕਰਜ਼ਦਾਰ ਰਕਮ ਵਾਪਸ ਕਰਨ ਵਿਚ ਅਸਫਲ ਰਹੇ ਹਨ, ਇਸ ਲਈ ਹੇਠਾਂ ਦਿੱਤੀ ਸੰਪਤੀ ਦਾ ਕਬਜ਼ਾ ਲੈ ਲਿਆ ਗਿਆ ਹੈ।: [924, 1412, 1081, 1536]
tender-municipal: [920, 902, 1085, 1132]
slug-date: 1/12/2026: [100, 4, 161, 17]
court-notice-line: WHEREAS complaint/case has been made before me that NIRMALPREET SINGH has committed the offence punishable under Section of the Negotiable Instruments Act.: [501, 1088, 684, 1134]
article-body: ਪ੍ਰਚਾਰਕ ਮਾਨ ਦਾ ਗੰਭੀਰਤਾ ਨੂੰ ਸਮਝ ਰਹੇ ਹੈ ਕਿ ਸਰਕਾਰ ਅਪਰਾਧ ਦਰ ਘਟਾਉਣ ਲਈ ਵਚਨਬੱਧ ਹੈ। ਧਾਲੀਵਾਲ ਨੇ ਕਿਹਾ ਕਿ ਪੰਜਾਬ ਪੁਲਿਸ ਹਰ ਅਪਰਾਧੀ ਨੂੰ ਫੜ ਕੇ ਕਾਨੂੰਨ ਦੇ ਕਟਹਿਰੇ ਵਿਚ ਖੜ੍ਹਾ ਕਰੇਗੀ। ਉਨ੍ਹਾਂ ਕਿਹਾ ਕਿ ਲੋਕਾਂ ਦੀ ਸੁਰੱਖਿਆ ਸਰਕਾਰ ਦੀ ਪਹਿਲ ਹੈ ਅਤੇ ਕਿਸੇ ਵੀ ਗੈਂਗਸਟਰ ਨੂੰ ਬਖ਼ਸ਼ਿਆ ਨਹੀਂ ਜਾਵੇਗਾ। ਪੰਜਾਬ ਪੁਲਿਸ ਨੇ ਪਿਛਲੇ ਸਾਲ ਵਿਚ ਸੈਂਕੜੇ ਅਪਰਾਧੀਆਂ ਨੂੰ ਗ੍ਰਿਫ਼ਤਾਰ ਕੀਤਾ ਹੈ।: [495, 135, 910, 210]
pspcl-title: ਪੰਜਾਬ ਰਾਜ ਪਾਵਰ ਕਾਰਪੋਰੇਸ਼ਨ ਲਿਮਿਟਿਡ: [949, 1145, 1191, 1164]
hero-date: ਮਿਤੀ : 13.01.2026: [343, 1997, 432, 2008]
court-cnr: PPBJL030001372025 3 1: [154, 917, 263, 929]
court-notice-line: NEXT DATE: 19-02-2026: [713, 1005, 820, 1016]
court-notice-line: IN THE COURT OF Ms. Renuka Kalra: [73, 941, 235, 953]
court-notice-line: AMRIT MALWA CAPITAL LTD: [713, 967, 840, 979]
court-notice-line: CRIMINAL COURTS JALANDHAR: [501, 917, 648, 929]
table-header: ਕਬਜ਼ਾ ਮਿਤੀ: [836, 1326, 910, 1353]
court-notice-line: For details logon to https://highcourtchd.gov.in/?trs=district_notice&district=Jalandhar: [277, 1194, 479, 1217]
grihum-title: ਗ੍ਰਹਿਮ ਹਾਊਸਿੰਗ ਫ਼ਾਈਨਾਂਸ ਲਿਮਿਟਿਡ: [577, 2070, 779, 2086]
pspcl-logo-icon: ⚡: [929, 1144, 942, 1166]
court-code-row: [73, 906, 263, 918]
table-row: [446, 1353, 911, 1543]
table-cell: 12.12.2026: [1096, 775, 1164, 800]
court-notice-line: AMRIT MALWA CAPITAL LTD: [277, 1398, 404, 1410]
article-akal-takht: [68, 690, 488, 900]
court-notice-line: IN THE COURT OF Ms. Renuka Kalra: [277, 1338, 414, 1361]
pspcl-code: C38/26: [1362, 1245, 1401, 1256]
court-notice-line: WHEREAS complaint/case has been made before me that SANGITA has committed the offence punishable under Section of the Negotiable Instruments Act.: [73, 1485, 258, 1531]
headline: 328 ਪਾਵਨ ਸਰੂਪ ਮਾਮਲਾ: ਅਕਾਲ ਤਖ਼ਤ ਵਲੋਂ ਸ਼੍ਰੋਮਣੀ ਕਮੇਟੀ ਨੂੰ ਜਾਂਚ ਵਿਚ ਸਹਿਯੋਗ ਦੇ ਆਦੇਸ਼: [68, 689, 473, 729]
omkara-title: ਓਮਕਾਰਾ ਐਸੇਟਸ ਰੀਕੰਸਟ੍ਰਕਸ਼ਨ ਪ੍ਰਾਈਵੇਟ ਲਿਮਿਟਿਡ: [1185, 1771, 1375, 1800]
court-notice-line: Sh.Akashdeep Singh Malwai: [277, 942, 398, 954]
omkara-logo-icon: [1095, 1773, 1120, 1799]
court-lines: [73, 1326, 263, 1557]
court-notice-line: NOTICE TO: NIRMALPREET SINGH:- C/O HARJINDER SINGH R/O HOUSE NO 2891 ST NO 3, MOHALLA NANAKSAR, SHIMLAPURI, LUDHIANA, PUNJAB 141003: [501, 1041, 690, 1087]
omkara-footer: [1095, 1898, 1403, 1909]
court-code: PBJL03-000197-2025: [713, 906, 808, 917]
pspcl-body: ਡਾਇਰੈਕਟਰ/ਸਟੋਰ ਅਤੇ ਖਰੀਦ ਵੱਲੋਂ ਈ-ਟੈਂਡਰ ਮੰਗੇ ਜਾਂਦੇ ਹਨ: 1000 KM ਤੋਂ ਵੱਧ ਚੱਲੀਆਂ Mohindra Genius/ Bolero (Double door) Provided for Mahindra ਵਾਹਨ ਕਿਰਾਏ ਉੱਤੇ ਲੈਣ ਲਈ। ਟੈਂਡਰ ਖੁੱਲ੍ਹਣ ਦੀ ਮਿਤੀ 23-01-2026 ਨੂੰ 11.00 ਵਜੇ। ਵਧੇਰੇ ਜਾਣਕਾਰੀ ਲਈ ਵੈਬਸਾਈਟ www.pspcl.in ਦੇਖੋ।: [927, 1198, 1401, 1238]
tender-date: ਮਿਤੀ: 09.01.2026: [1324, 721, 1403, 732]
court-lines: [73, 929, 263, 1277]
court-notice-line: STATE BANK OF INDIA: [277, 967, 379, 979]
eviction-notice-body: ਮੈਂ ਜਸਵੰਤ ਕੌਰ ਪਤਨੀ ਸਵ. ਸੁਰਜੀਤ ਸਿੰਘ ਵਾਸੀ ਪਿੰਡ ਲਾਂਬੜਾ ਤਹਿਸੀਲ ਅਤੇ ਜ਼ਿਲਾ ਜਲੰਧਰ ਆਪਣੇ ਪੁੱਤਰ ਨੂੰ ਆਪਣੀ ਚੱਲ ਅਤੇ ਅਚੱਲ ਜਾਇਦਾਦ ਤੋਂ ਬੇਦਖ਼ਲ ਕਰਦੀ ਹਾਂ। ਇਸ ਨਾਲ ਕੋਈ ਵੀ ਲੈਣ ਦੇਣ ਕਰਨ ਵਾਲਾ ਖੁਦ ਜ਼ਿੰਮੇਵਾਰ ਹੋਵੇਗਾ।: [1090, 480, 1408, 524]
court-notice-line: VS KAMALDEEP SINGH: [713, 980, 819, 991]
court-form: Form No. 55: [646, 906, 699, 917]
headline: ਮੁੱਖ ਮੰਤਰੀ ਸਿਹਤ ਬੀਮਾ ਯੋਜਨਾ ਦੀ ਰਸਮੀ ਸ਼ੁਰੂਆਤ 22 ਜਨਵਰੀ ਤੋਂ : ਸਿਹਤ ਮੰਤਰੀ: [918, 469, 1033, 525]
hdb-logo-icon: [924, 1366, 942, 1384]
court-notice-line: PROCLAMATION REQUIRING THE APPEARANCE OF A PERSON ACCUSED: [277, 1030, 458, 1053]
court-notice-line: Dated, this day of 12-01-2026: [713, 1135, 839, 1147]
classified-banner: [1090, 354, 1408, 418]
article-isro: [495, 658, 910, 813]
omkara-appendix: (ਅੰਤਿਕਾ IV [ਨਿਯਮ 8(1)]: [1183, 1808, 1315, 1822]
hero-banner: [72, 1710, 432, 1738]
omkara-sign: ਅਧਿਕਾਰਤ ਅਫ਼ਸਰ: [1331, 1909, 1403, 1920]
headline: ਚੰਡੀ ਦੱਸਣ ਕਦੋਂ ਅਜਿਹਾ ਵੀ ਹੈ ਸਕਦੇ ਹਨ : ਸਜ਼ਾਈਂ ਗੰਢ: [68, 381, 372, 399]
table-row: [73, 1921, 432, 1991]
hero-body: ਜਦੋਂ ਕਿ ਹੇਠਾਂ ਦਸਤਖਤ ਕਰਨ ਵਾਲਾ ਹੀਰੋ ਹਾਊਸਿੰਗ ਫਾਈਨਾਂਸ ਲਿਮਿਟਿਡ ਦਾ ਅਧਿਕਾਰਤ ਅਫ਼ਸਰ ਹੈ ਅਤੇ ਵਿੱਤੀ ਸੰਪਤੀਆਂ ਦੇ ਪ੍ਰਤੀਭੂਤੀਕਰਨ ਐਕਟ 2002 ਅਧੀਨ ਕਰਜ਼ਦਾਰਾਂ ਨੂੰ ਮੰਗ ਨੋਟਿਸ ਜਾਰੀ ਕੀਤੇ ਸਨ।: [72, 1804, 432, 1828]
pspcl-ref-no: 1079/12/2025-26/7008: [927, 1245, 1054, 1256]
table-header: ਬੋਲੀ ਅਪਲੋਡ ਕਰਨ ਦੀ ਆਖਰੀ ਮਿਤੀ: [1163, 750, 1257, 775]
table-cell: 45835420003372: [446, 1733, 548, 1923]
headline: ਅਪਰਾਧੀਆਂ ਨੂੰ ਪਤਾਲ 'ਚੋਂ ਵੀ ਕੱਢ ਲਿਆਵਾਂਗੇ : ਧਾਲੀਵਾਲ: [495, 113, 809, 131]
omkara-body: ਜਿਸ ਕਿ ਓਮਕਾਰਾ ਐਸੇਟਸ ਰੀਕੰਸਟ੍ਰਕਸ਼ਨ ਪ੍ਰਾਈਵੇਟ ਲਿਮਿਟਿਡ ਦੇ ਅਧਿਕਾਰਤ ਅਫ਼ਸਰ ਨੇ ਵਿੱਤੀ ਸੰਪਤੀਆਂ ਦੇ ਪ੍ਰਤੀਭੂਤੀਕਰਨ ਐਕਟ 2002 ਅਧੀਨ ਮੰਗ ਨੋਟਿਸ ਜਾਰੀ ਕਰਕੇ ਕਰਜ਼ਦਾਰਾਂ ਨੂੰ ਰਕਮ ਵਾਪਸ ਕਰਨ ਲਈ ਕਿਹਾ ਸੀ। ਕਰਜ਼ਦਾਰ ਰਕਮ ਵਾਪਸ ਕਰਨ ਵਿਚ ਅਸਫਲ ਰਹੇ, ਇਸ ਲਈ ਕਰਜ਼ਦਾਰ ਅਤੇ ਆਮ ਜਨਤਾ ਨੂੰ ਸੂਚਿਤ ਕੀਤਾ ਜਾਂਦਾ ਹੈ ਕਿ ਅਧਿਕਾਰਤ ਅਫ਼ਸਰ ਨੇ ਹੇਠਾਂ ਦਰਸਾਈ ਸੰਪਤੀ ਦਾ ਕਬਜ਼ਾ ਲੈ ਲਿਆ ਹੈ।: [1095, 1437, 1403, 1513]
table-cell: 47094410000475: [446, 1543, 548, 1733]
name-change-head: ਨਾਮ ਬਦਲੀ: [1120, 535, 1378, 569]
table-header: ਟੈਕਨੀਕਲ ਬੋਲੀ ਖੁੱਲ੍ਹਣ: [1257, 750, 1340, 775]
eviction-notice-head: ਬੇਦਖ਼ਲੀ ਸੂਚਨਾ: [1120, 438, 1378, 472]
article-body: ਵਿਚ ਭੇਜਣ ਦਾ ਮਿਸ਼ਨ ਪੂਰਾ ਨਹੀਂ ਹੋ ਸਕਿਆ ਅਤੇ ਸਾਰੇ 16 ਉਪਗ੍ਰਹਿ ਪੁਲਾੜ ਵਿਚ ਗੁੰਮ ਹੋ ਗਏ। ਉਨ੍ਹਾਂ ਕਿਹਾ ਕਿ ਇਸ ਮਿਸ਼ਨ ਦੀ ਅਸਫਲਤਾ ਦੇ ਕਾਰਨਾਂ ਦੀ ਜਾਂਚ ਕੀਤੀ ਜਾ ਰਹੀ ਹੈ ਅਤੇ ਵਿਗਿਆਨੀ ਡਾਟਾ ਦਾ ਵਿਸ਼ਲੇਸ਼ਣ ਕਰ ਰਹੇ ਹਨ।: [495, 681, 910, 726]
court-notice-line: Judicial Magistrate First Class-18 Jalandhar: [73, 1350, 258, 1362]
tender-signoff: ਕਾਰਜ ਸਾਧਕ ਅਫ਼ਸਰ, ਨਗਰ ਪੰਚਾਇਤ: [1277, 808, 1403, 818]
court-notice-line: IN THE COURT OF: [277, 930, 360, 941]
court-notice-line: Case No.:NACT/148/2025: [501, 955, 612, 966]
court-notice-line: Judicial Magistrate First Class-18 Jalandhar: [501, 1148, 686, 1159]
table-row: [446, 1733, 911, 1923]
hero-place: ਸਥਾਨ : ਪੰਜਾਬ: [72, 1997, 125, 2008]
tender-pspcl: [920, 1138, 1408, 1358]
table-header: ਕਬਜ਼ਾ ਮਿਤੀ: [376, 1836, 432, 1851]
slug-label: Page 1: [253, 4, 293, 17]
grihum-notice: [440, 2066, 916, 2124]
table-header: ਲੋਨ ਨੰ.: [446, 1326, 548, 1353]
court-notice-line: AMRIT MALWA CAPITAL LTD: [501, 967, 628, 979]
